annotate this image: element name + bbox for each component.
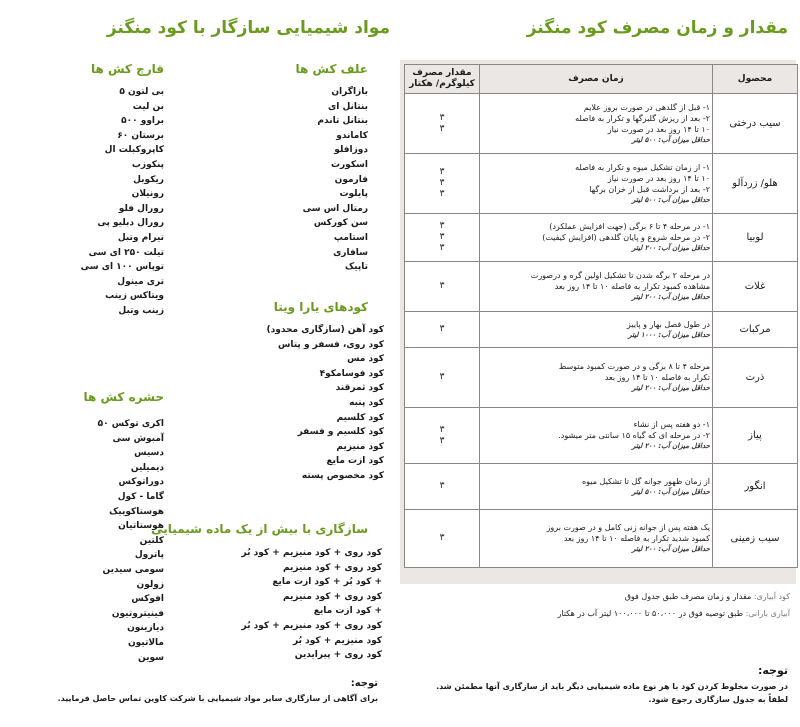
list-item: بی لتون ۵ [119,87,164,97]
list-item: براوو ۵۰۰ [121,116,164,127]
table-row [405,464,798,510]
crop-cell: پیاز [713,408,798,464]
list-item: دسیس [134,448,164,459]
list-item: تاپیک [344,262,368,273]
list-item: رونیلان [131,189,164,200]
list-item: کود ثمرقند [335,383,384,394]
foliar-line [410,605,790,622]
amount-value: ۳ [439,533,445,543]
list-item: تیلت ۲۵۰ ای سی [88,247,164,258]
amount-value: ۳ [439,178,445,188]
amount-cell [405,94,480,154]
amount-cell [405,214,480,262]
crop-cell: لوبیا [713,214,798,262]
time-line: کمبود شدید تکرار به فاصله ۱۰ تا ۱۴ روز بعد [563,534,710,543]
table-row [405,94,798,154]
crop-cell: مرکبات [713,312,798,348]
time-cell [480,94,713,154]
table-row [405,262,798,312]
list-item: پایلوت [339,189,368,200]
amount-value: ۳ [439,112,445,123]
time-cell [480,408,713,464]
list-item: تری مینول [117,276,164,287]
list-item: کود مس [347,354,384,365]
list-item: کود روی + کود منیزیم [282,562,382,573]
fertigation-line [410,588,790,605]
list-item: هوستاکوییک [109,506,164,517]
list-item: پاترول [134,550,164,561]
time-line: ۱۰ تا ۱۴ روز بعد در صورت نیاز [607,124,710,134]
list-item: افوکس [131,594,164,605]
time-line: مرحله ۴ تا ۸ برگی و در صورت کمبود متوسط [558,362,710,371]
crop-cell: ذرت [713,348,798,408]
list-item: کود روی، فسفر و پتاس [277,339,384,350]
list-item: + کود بُر + کود ازت مایع [272,577,382,588]
amount-value: ۳ [439,221,445,231]
list-item: رورال دبلیو پی [97,218,164,229]
list-item: مالاتیون [127,637,164,648]
list-item: دوراتوکس [118,477,164,488]
list-item: بنتانل ای [328,101,368,112]
header-time: زمان مصرف [480,65,713,94]
time-line: مشاهده کمبود تکرار به فاصله ۱۰ تا ۱۴ روز بعد [554,282,710,291]
amount-value: ۳ [439,167,445,177]
list-item: کود منیزیم + کود بُر [293,635,382,646]
table-row [405,312,798,348]
time-cell [480,214,713,262]
list-item: رمتال اس سی [302,203,368,214]
amount-cell [405,348,480,408]
time-cell [480,262,713,312]
amount-value: ۳ [439,189,445,199]
list-item: گاما - کول [117,491,164,502]
amount-value: ۳ [439,481,445,491]
yara-vita-title: کودهای یارا ویتا [273,300,368,314]
usage-title: مقدار و زمان مصرف کود منگنز [526,18,788,38]
application-footnotes [410,588,790,622]
time-line: ۱- از زمان تشکیل میوه و تکرار به فاصله [575,162,710,172]
time-line: ۲- بعد از برداشت قبل از خزان برگها [589,184,710,194]
water-note: حداقل میزان آب: ۵۰۰ لیتر [631,195,710,204]
amount-value: ۳ [439,372,445,382]
list-item: دوزافلو [334,145,368,156]
amount-cell [405,464,480,510]
time-line: ۱- دو هفته پس از نشاء [633,420,710,429]
amount-value: ۳ [439,424,445,435]
time-line: ۲- بعد از ریزش گلبرگها و تکرار به فاصله [575,113,710,123]
amount-cell [405,262,480,312]
list-item: کود فوسامکو۴ [319,368,384,379]
list-item: کود روی + پیرایدین [294,650,382,661]
compatibility-title: مواد شیمیایی سازگار با کود منگنز [106,18,390,38]
list-item: کود روی + کود منیزیم + کود بُر [241,620,382,631]
left-note-text: برای آگاهی از سازگاری سایر مواد شیمیایی با شرکت کاوین تماس حاصل فرمایید. [57,694,378,703]
amount-cell [405,408,480,464]
table-row [405,510,798,568]
left-note-title: توجه: [350,678,378,689]
fertigation-text: مقدار و زمان مصرف طبق جدول فوق [624,592,752,601]
amount-value: ۳ [439,435,445,446]
foliar-text: طبق توصیه فوق در ۵۰،۰۰۰ تا ۱۰۰،۰۰۰ لیتر آب در هکتار [557,609,744,618]
list-item: پنکوزب [131,159,164,170]
table-row [405,348,798,408]
list-item: رورال فلو [118,203,164,214]
herbicides-title: علف کش ها [295,62,368,76]
amount-value: ۳ [439,243,445,253]
usage-table [404,64,798,568]
crop-cell: سیب درختی [713,94,798,154]
list-item: کاماندو [336,130,368,141]
list-item: توپاس ۱۰۰ ای سی [80,262,164,273]
list-item: کاپروکبلت ال [104,145,164,156]
water-note: حداقل میزان آب: ۱۰۰۰ لیتر [628,330,710,339]
attention-title: توجه: [757,664,788,677]
multi-compat-list [242,546,382,663]
list-item: دیازینون [127,623,164,634]
time-cell [480,510,713,568]
list-item: کود کلسیم [336,412,384,423]
amount-cell [405,312,480,348]
table-body [405,94,798,568]
list-item: بن لیت [132,101,164,112]
list-item: ویتاکس زینب [105,291,164,302]
yara-vita-list [267,323,384,484]
list-item: کود روی + کود منیزیم + کود بُر [241,548,382,558]
fungicides-title: قارچ کش ها [90,62,164,76]
amount-cell [405,510,480,568]
time-line: از زمان ظهور جوانه گل تا تشکیل میوه [581,476,710,486]
time-line: در طول فصل بهار و پاییز [626,319,710,329]
insecticides-title: حشره کش ها [83,390,164,404]
list-item: فارمون [334,174,368,185]
list-item: بازاگران [331,87,368,97]
time-line: ۱- در مرحله ۴ تا ۶ برگی (جهت افزایش عملکرد) [549,222,710,231]
time-cell [480,154,713,214]
list-item: آمبوش سی [112,433,164,444]
list-item: کلتین [139,535,164,546]
multi-compat-title: سازگاری با بیش از یک ماده شیمیایی [151,522,368,536]
herbicides-list [303,85,368,275]
crop-cell: سیب زمینی [713,510,798,568]
amount-cell [405,154,480,214]
amount-value: ۳ [439,123,445,134]
time-cell [480,464,713,510]
list-item: اسکورت [330,159,368,170]
list-item: + کود ازت مایع [313,606,382,617]
list-item: بنتانل تاندم [317,116,368,127]
list-item: زولون [136,579,164,590]
water-note: حداقل میزان آب: ۲۰۰ لیتر [631,545,710,553]
water-note: حداقل میزان آب: ۲۰۰ لیتر [631,244,710,252]
list-item: کود ازت مایع [326,456,384,467]
crop-cell: انگور [713,464,798,510]
list-item: فینیتروتیون [111,608,164,619]
amount-value: ۳ [439,281,445,291]
table-row [405,214,798,262]
water-note: حداقل میزان آب: ۵۰۰ لیتر [631,487,710,496]
fertigation-label: کود آبیاری: [753,592,790,601]
table-row [405,408,798,464]
time-line: ۲- در مرحله شروع و پایان گلدهی (افزایش کیفیت) [542,233,710,242]
list-item: سافاری [333,247,368,258]
time-line: ۱۰ تا ۱۴ روز بعد در صورت نیاز [607,173,710,183]
list-item: کود کلسیم و فسفر [297,427,384,438]
usage-panel [398,0,800,727]
time-line: ۱- قبل از گلدهی در صورت بروز علایم [583,102,710,112]
water-note: حداقل میزان آب: ۲۰۰ لیتر [631,384,710,392]
time-line: در مرحله ۲ برگه شدن تا تشکیل اولین گره و درصورت [530,271,710,280]
foliar-label: آبیاری بارانی: [745,609,790,618]
list-item: هوستاتیان [118,521,164,532]
list-item: کود منیزیم [336,441,384,452]
amount-value: ۳ [439,232,445,242]
time-cell [480,348,713,408]
list-item: دیمیلین [130,462,164,473]
water-note: حداقل میزان آب: ۵۰۰ لیتر [631,135,710,144]
list-item: سوین [138,652,164,663]
time-cell [480,312,713,348]
list-item: تیرام وتبل [117,232,164,243]
list-item: برستان ۶۰ [117,130,164,141]
list-item: اکری توکس ۵۰ [97,419,164,429]
table-header-row [405,65,798,94]
attention-text: در صورت مخلوط کردن کود با هر نوع ماده شیمیایی دیگر باید از سازگاری آنها مطمئن شد. لطفاً به جدول سازگاری رجوع شود. [436,682,788,704]
time-line: یک هفته پس از جوانه زنی کامل و در صورت بروز [546,523,710,532]
insecticides-list [98,417,164,665]
fungicides-list [81,85,164,319]
list-item: کود پنبه [349,397,384,408]
list-item: سومی سیدین [102,564,164,575]
crop-cell: هلو/ زردآلو [713,154,798,214]
water-note: حداقل میزان آب: ۲۰۰ لیتر [631,442,710,450]
list-item: سن کورکس [313,218,368,229]
amount-value: ۳ [439,324,445,334]
crop-cell: غلات [713,262,798,312]
list-item: استامپ [333,232,368,243]
header-amount: مقدار مصرف کیلوگرم/ هکتار [405,65,480,94]
water-note: حداقل میزان آب: ۲۰۰ لیتر [631,293,710,301]
header-crop: محصول [713,65,798,94]
list-item: کود مخصوص پسته [301,470,384,481]
list-item: ریکوبل [133,174,164,185]
time-line: تکرار به فاصله ۱۰ تا ۱۴ روز بعد [604,373,710,382]
table-row [405,154,798,214]
list-item: کود آهن (سازگاری محدود) [266,325,384,335]
list-item: زینب وتبل [118,305,164,316]
list-item: کود روی + کود منیزیم [282,591,382,602]
time-line: ۲- در مرحله ای که گیاه ۱۵ سانتی متر میشود. [558,431,710,440]
